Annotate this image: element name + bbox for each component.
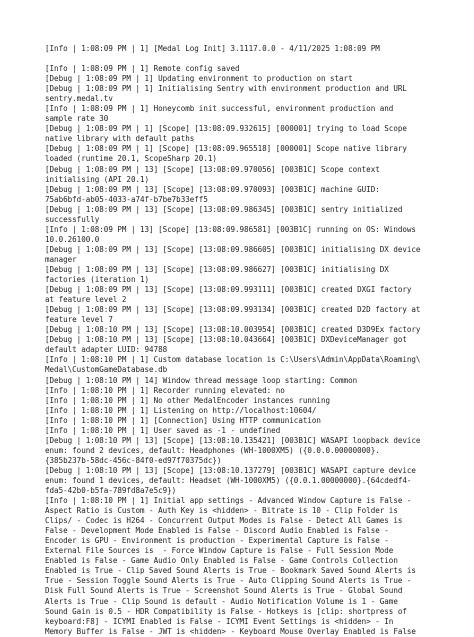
log-line: 10.0.26100.0: [45, 234, 100, 244]
log-line: Disk Full Sound Alerts is True - Screenshot Sound Alerts is True - Global Sound: [45, 586, 403, 596]
log-line: Encoder is GPU - Environment is production - Experimental Capture is False -: [45, 536, 389, 546]
log-line: Clips/ - Codec is H264 - Concurrent Output Modes is False - Detect All Games is: [45, 516, 403, 526]
log-line: successfully: [45, 214, 100, 224]
log-line: [Debug | 1:08:09 PM | 1] [Scope] [13:08:09.965518] [000001] Scope native library: [45, 144, 407, 154]
log-line: factories (iteration 1): [45, 275, 150, 285]
log-line: [Debug | 1:08:09 PM | 13] [Scope] [13:08:09.986345] [003B1C] sentry initialized: [45, 204, 403, 214]
log-line: Aspect Ratio is Custom - Auth Key is <hidden> - Bitrate is 10 - Clip Folder is: [45, 506, 398, 516]
log-line: [Info | 1:08:09 PM | 1] Remote config saved: [45, 64, 240, 74]
log-line: Enabled is False - Game Audio Only Enabled is False - Game Controls Collection: [45, 556, 398, 566]
log-line: Alerts is True - Clip Sound is default - Audio Notification Volume is 1 - Game: [45, 596, 398, 606]
log-line: fda5-42b0-b5fa-789fd8a7e5c9}): [45, 486, 177, 496]
log-line: enum: found 1 devices, default: Headset (WH-1000XM5) ({0.0.1.00000000}.{64cdedf4-: [45, 475, 412, 485]
log-line: [Info | 1:08:10 PM | 1] [Connection] Using HTTP communication: [45, 415, 321, 425]
log-text: [45, 44, 435, 637]
log-line: [Debug | 1:08:09 PM | 1] Initialising Sentry with environment production and URL: [45, 84, 407, 94]
log-line: default adapter LUID: 94788: [45, 345, 168, 355]
log-line: Medal\CustomGameDatabase.db: [45, 365, 168, 375]
log-line: [Debug | 1:08:09 PM | 1] Updating environment to production on start: [45, 74, 353, 84]
log-line: External File Sources is - Force Window Capture is False - Full Session Mode: [45, 546, 394, 556]
log-line: manager: [45, 254, 77, 264]
log-line: loaded (runtime 20.1, ScopeSharp 20.1): [45, 154, 217, 164]
log-line: [Debug | 1:08:09 PM | 13] [Scope] [13:08:09.970056] [003B1C] Scope context: [45, 164, 380, 174]
log-line: Memory Buffer is False - JWT is <hidden> - Keyboard Mouse Overlay Enabled is False: [45, 626, 416, 636]
log-line: [Info | 1:08:10 PM | 1] No other MedalEncoder instances running: [45, 395, 330, 405]
log-line: [Info | 1:08:10 PM | 1] Custom database location is C:\Users\Admin\AppData\Roaming\: [45, 355, 421, 365]
log-line: [Debug | 1:08:09 PM | 13] [Scope] [13:08:09.986605] [003B1C] initialising DX device: [45, 244, 421, 254]
log-line: [Info | 1:08:10 PM | 1] Initial app settings - Advanced Window Capture is False -: [45, 496, 412, 506]
log-line: True - Session Toggle Sound Alerts is True - Auto Clipping Sound Alerts is True -: [45, 576, 412, 586]
log-line: [Debug | 1:08:09 PM | 1] [Scope] [13:08:09.932615] [000001] trying to load Scope: [45, 124, 407, 134]
log-line: at feature level 2: [45, 295, 127, 305]
log-lines: [45, 64, 435, 637]
log-line: [Info | 1:08:09 PM | 1] Honeycomb init successful, environment production and: [45, 104, 394, 114]
log-line: [Info | 1:08:10 PM | 1] Listening on http://localhost:10604/: [45, 405, 317, 415]
log-header-line: [Info | 1:08:09 PM | 1] [Medal Log Init] 3.1117.0.0 - 4/11/2025 1:08:09 PM: [45, 44, 380, 53]
blank-line: [45, 54, 435, 64]
log-line: [Debug | 1:08:09 PM | 13] [Scope] [13:08:09.993111] [003B1C] created DXGI factory: [45, 285, 412, 295]
log-line: Enabled is True - Clip Saved Sound Alerts is True - Bookmark Saved Sound Alerts is: [45, 566, 416, 576]
log-line: [Info | 1:08:10 PM | 1] User saved as -1 - undefined: [45, 425, 281, 435]
log-line: [Info | 1:08:10 PM | 1] Recorder running elevated: no: [45, 385, 285, 395]
log-line: Sound Gain is 0.5 - HDR Compatibility is False - Hotkeys is [clip: shortpress of: [45, 606, 407, 616]
log-line: [Debug | 1:08:10 PM | 13] [Scope] [13:08:10.135421] [003B1C] WASAPI loopback device: [45, 435, 421, 445]
log-line: 75ab6bfd-ab05-4033-a74f-b7be7b33eff5: [45, 194, 208, 204]
log-line: [Debug | 1:08:10 PM | 13] [Scope] [13:08:10.043664] [003B1C] DXDeviceManager got: [45, 335, 407, 345]
log-line: sentry.medal.tv: [45, 94, 113, 104]
log-line: enum: found 2 devices, default: Headphones (WH-1000XM5) ({0.0.0.00000000}.: [45, 445, 380, 455]
log-line: [Debug | 1:08:09 PM | 13] [Scope] [13:08:09.970093] [003B1C] machine GUID:: [45, 184, 380, 194]
log-line: [Debug | 1:08:10 PM | 13] [Scope] [13:08:10.003954] [003B1C] created D3D9Ex factory: [45, 325, 421, 335]
log-line: {385b237b-58dc-456c-84f0-ed97f70375dc}): [45, 455, 222, 465]
log-line: [Debug | 1:08:10 PM | 14] Window thread message loop starting: Common: [45, 375, 358, 385]
log-line: False - Development Mode Enabled is False - Discord Audio Enabled is False -: [45, 526, 389, 536]
log-line: [Debug | 1:08:09 PM | 13] [Scope] [13:08:09.993134] [003B1C] created D2D factory at: [45, 305, 421, 315]
log-line: sample rate 30: [45, 114, 109, 124]
log-line: initialising (API 20.1): [45, 174, 150, 184]
log-line: native library with default paths: [45, 134, 195, 144]
log-line: [Debug | 1:08:09 PM | 13] [Scope] [13:08:09.986627] [003B1C] initialising DX: [45, 264, 389, 274]
log-line: keyboard:F8] - ICYMI Enabled is False - ICYMI Event Settings is <hidden> - In: [45, 616, 394, 626]
log-line: [Debug | 1:08:10 PM | 13] [Scope] [13:08:10.137279] [003B1C] WASAPI capture device: [45, 465, 416, 475]
log-line: feature level 7: [45, 315, 113, 325]
log-line: [Info | 1:08:09 PM | 13] [Scope] [13:08:09.986581] [003B1C] running on OS: Windows: [45, 224, 416, 234]
